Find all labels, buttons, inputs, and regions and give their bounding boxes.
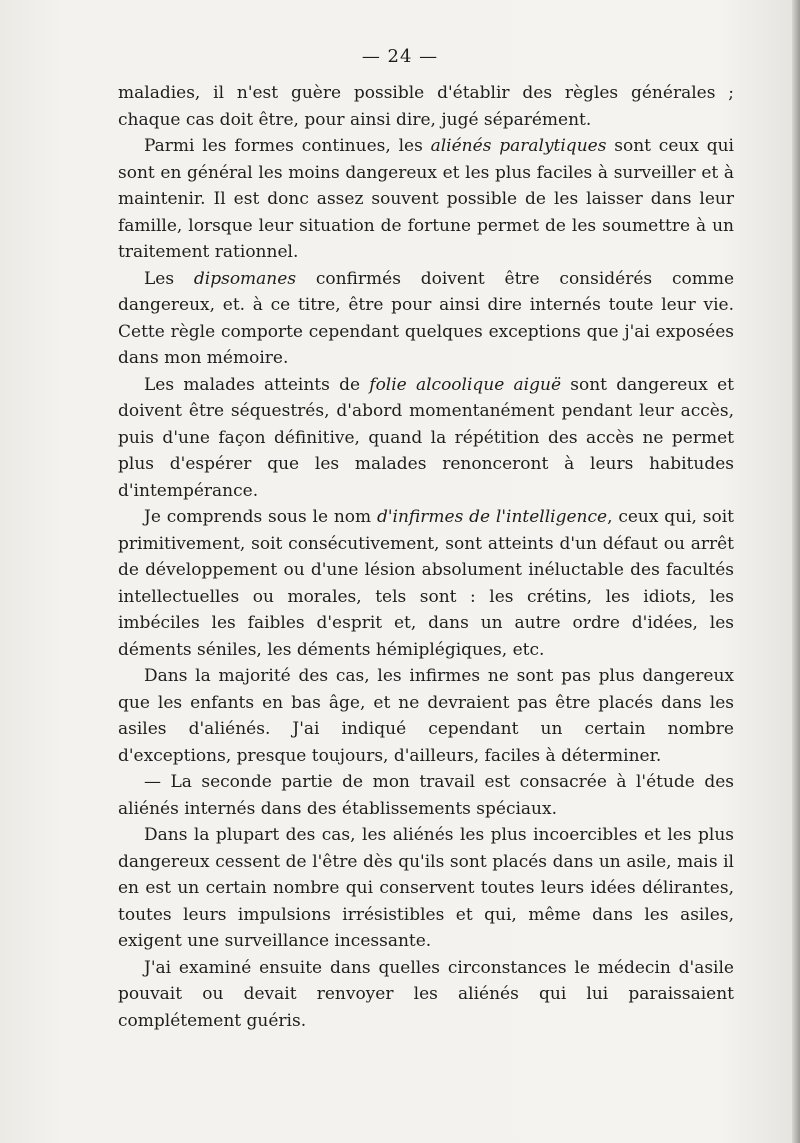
text-segment: Les malades atteints de [144, 374, 370, 395]
paragraph [118, 769, 734, 822]
paragraph [118, 372, 734, 505]
paragraph [118, 266, 734, 372]
text-segment: Dans la plupart des cas, les aliénés les plus incoercibles et les plus dangereux cessent de l'être dès qu'ils sont placés dans un asile, mais il en est un certain nombre qui conservent toutes leurs idées délirantes, toutes leurs impulsions irrésistibles et qui, même dans les asiles, exigent une surveillance incessante. [118, 825, 734, 951]
text-segment: , ceux qui, soit primitivement, soit consécutivement, sont atteints d'un défaut ou arrêt de développement ou d'une lésion absolument inéluctable des facultés intellectuelles ou morales, tels sont : les crétins, les idiots, les imbéciles les faibles d'esprit et, dans un autre ordre d'idées, les déments séniles, les déments hémiplégiques, etc. [118, 507, 734, 660]
italic-term: dipsomanes [193, 268, 297, 289]
text-segment: sont dangereux et doivent être séquestrés, d'abord momentanément pendant leur accès, puis d'une façon définitive, quand la répétition des accès ne permet plus d'espérer que les malades renonceront à leurs habitudes d'intempérance. [118, 374, 734, 501]
page-number: — 24 — [361, 46, 439, 67]
page-edge-shadow [792, 0, 800, 1143]
text-segment: J'ai examiné ensuite dans quelles circonstances le médecin d'asile pouvait ou devait renvoyer les aliénés qui lui paraissaient complétement guéris. [118, 957, 734, 1031]
paragraph [118, 80, 734, 133]
paragraph [118, 504, 734, 663]
text-segment: Les [144, 268, 194, 289]
text-segment: maladies, il n'est guère possible d'établir des règles générales ; chaque cas doit être, pour ainsi dire, jugé séparément. [118, 83, 734, 130]
text-segment: Parmi les formes continues, les [144, 136, 431, 156]
italic-term: folie alcoolique aiguë [369, 374, 562, 395]
italic-term: aliénés paralytiques [430, 136, 607, 156]
text-segment: sont ceux qui sont en général les moins dangereux et les plus faciles à surveiller et à maintenir. Il est donc assez souvent possible de les laisser dans leur famille, lorsque leur situation de fortune permet de les soumettre à un traitement rationnel. [118, 136, 734, 262]
paragraph [118, 663, 734, 769]
paragraph [118, 133, 734, 266]
text-segment: — La seconde partie de mon travail est consacrée à l'étude des aliénés internés dans des établissements spéciaux. [118, 772, 734, 819]
paragraph [118, 822, 734, 955]
body-text [118, 80, 734, 1034]
text-segment: Je comprends sous le nom [144, 507, 377, 527]
text-segment: Dans la majorité des cas, les infirmes ne sont pas plus dangereux que les enfants en bas âge, et ne devraient pas être placés dans les asiles d'aliénés. J'ai indiqué cependant un certain nombre d'exceptions, presque toujours, d'ailleurs, faciles à déterminer. [118, 666, 734, 766]
paragraph [118, 955, 734, 1035]
text-segment: confirmés doivent être considérés comme dangereux, et. à ce titre, être pour ainsi dire internés toute leur vie. Cette règle comporte cependant quelques exceptions que j'ai exposées dans mon mémoire. [118, 268, 735, 368]
italic-term: d'infirmes de l'intelligence [376, 507, 608, 527]
